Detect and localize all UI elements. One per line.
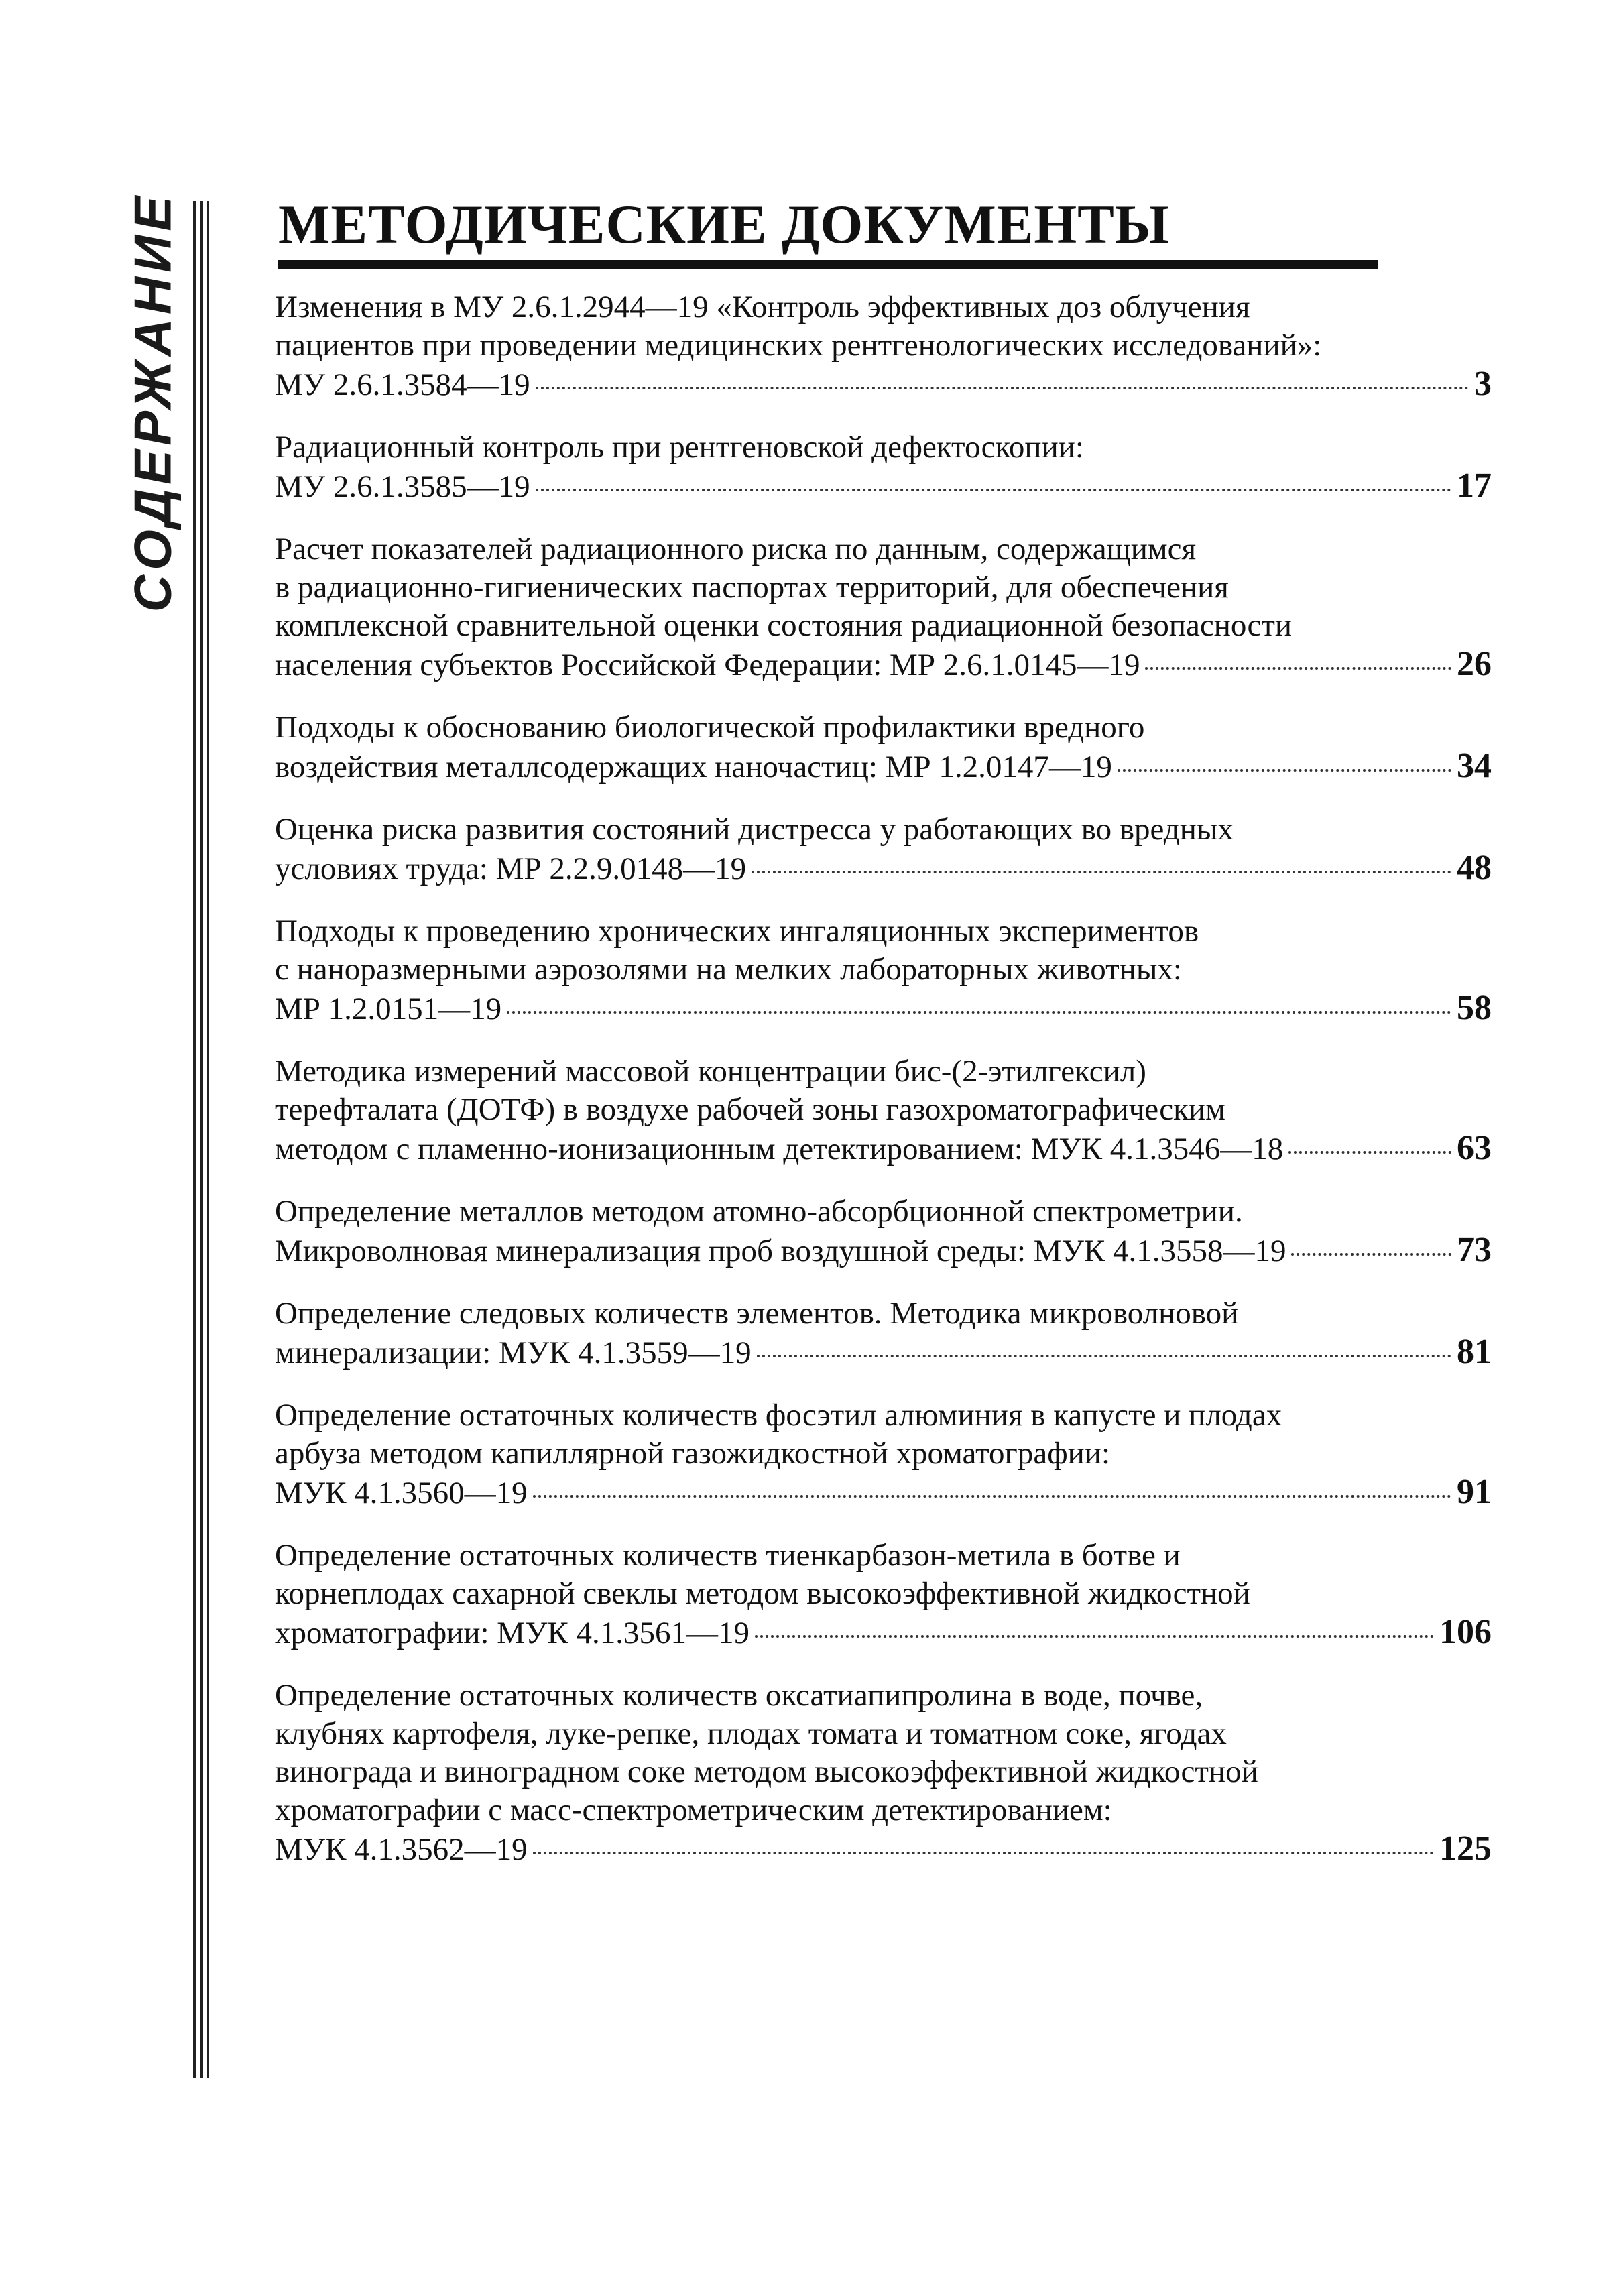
toc-entry-page-number: 106 (1439, 1613, 1492, 1651)
dot-leader (507, 1011, 1451, 1014)
dot-leader (533, 1852, 1434, 1854)
toc-entry[interactable] (275, 1294, 1492, 1372)
side-section-label-text: СОДЕРЖАНИЕ (123, 192, 182, 613)
toc-entry-last-line (275, 1613, 1492, 1652)
dot-leader (752, 871, 1451, 873)
toc-entry-document-code: МР 1.2.0151—19 (275, 991, 502, 1026)
toc-entry-last-line (275, 989, 1492, 1028)
toc-entry-page-number: 73 (1457, 1231, 1492, 1269)
toc-entry-document-code: хроматографии: МУК 4.1.3561—19 (275, 1616, 749, 1650)
toc-entry-title-line: Определение металлов методом атомно-абсорбционной спектрометрии. (275, 1194, 1243, 1229)
vertical-rule (193, 201, 196, 2078)
toc-entry-document-code: МУ 2.6.1.3584—19 (275, 367, 530, 402)
toc-entry[interactable] (275, 288, 1492, 404)
toc-entry[interactable] (275, 1052, 1492, 1168)
toc-entry-page-number: 17 (1457, 467, 1492, 505)
toc-entry[interactable] (275, 1536, 1492, 1652)
dot-leader (533, 1495, 1451, 1498)
toc-entry-title-line: Определение остаточных количеств тиенкарбазон-метила в ботве и (275, 1538, 1181, 1573)
dot-leader (757, 1355, 1451, 1357)
toc-entry-title-line: Радиационный контроль при рентгеновской дефектоскопии: (275, 430, 1084, 465)
toc-entry-title-line: комплексной сравнительной оценки состояния радиационной безопасности (275, 608, 1293, 643)
toc-entry-page-number: 81 (1457, 1333, 1492, 1371)
table-of-contents (275, 288, 1492, 1893)
toc-entry-document-code: населения субъектов Российской Федерации: МР 2.6.1.0145—19 (275, 648, 1140, 682)
vertical-rule (200, 201, 203, 2078)
toc-entry[interactable] (275, 912, 1492, 1028)
toc-entry-last-line (275, 467, 1492, 506)
page-heading (278, 194, 1378, 269)
toc-entry[interactable] (275, 1677, 1492, 1869)
toc-entry-title-line: Определение остаточных количеств оксатиапипролина в воде, почве, (275, 1678, 1203, 1713)
page-title: МЕТОДИЧЕСКИЕ ДОКУМЕНТЫ (278, 194, 1170, 255)
dot-leader (1145, 667, 1451, 670)
toc-entry-last-line (275, 1231, 1492, 1270)
toc-entry-title-line: Изменения в МУ 2.6.1.2944—19 «Контроль эффективных доз облучения (275, 290, 1250, 324)
dot-leader (755, 1635, 1434, 1638)
toc-entry-title-line: Подходы к проведению хронических ингаляционных экспериментов (275, 914, 1199, 949)
dot-leader (536, 387, 1469, 389)
toc-entry-title-line: Методика измерений массовой концентрации бис-(2-этилгексил) (275, 1054, 1146, 1089)
toc-entry-last-line (275, 645, 1492, 684)
toc-entry-last-line (275, 365, 1492, 404)
toc-entry-page-number: 3 (1474, 365, 1492, 403)
toc-entry-document-code: МУК 4.1.3560—19 (275, 1475, 528, 1510)
toc-entry-title-line: арбуза методом капиллярной газожидкостной хроматографии: (275, 1436, 1111, 1471)
vertical-rule (207, 201, 209, 2078)
toc-entry-title-line: в радиационно-гигиенических паспортах территорий, для обеспечения (275, 570, 1229, 605)
toc-entry-title-line: хроматографии с масс-спектрометрическим детектированием: (275, 1793, 1112, 1827)
toc-entry-page-number: 34 (1457, 747, 1492, 785)
toc-entry-title-line: Расчет показателей радиационного риска по данным, содержащимся (275, 532, 1197, 566)
dot-leader (536, 489, 1451, 491)
toc-entry-last-line (275, 1333, 1492, 1372)
heading-underline (278, 260, 1378, 269)
toc-entry-title-line: Подходы к обоснованию биологической профилактики вредного (275, 710, 1145, 745)
toc-entry-title-line: Оценка риска развития состояний дистресса у работающих во вредных (275, 812, 1234, 847)
toc-entry-document-code: Микроволновая минерализация проб воздушной среды: МУК 4.1.3558—19 (275, 1233, 1286, 1268)
toc-entry-document-code: минерализации: МУК 4.1.3559—19 (275, 1335, 752, 1370)
toc-entry-title-line: терефталата (ДОТФ) в воздухе рабочей зоны газохроматографическим (275, 1092, 1225, 1127)
toc-entry-document-code: воздействия металлсодержащих наночастиц: МР 1.2.0147—19 (275, 749, 1112, 784)
dot-leader (1291, 1253, 1451, 1256)
toc-entry-title-line: Определение остаточных количеств фосэтил алюминия в капусте и плодах (275, 1398, 1282, 1433)
toc-entry-page-number: 125 (1439, 1829, 1492, 1868)
dot-leader (1288, 1151, 1451, 1154)
toc-entry[interactable] (275, 530, 1492, 684)
toc-entry-last-line (275, 1129, 1492, 1168)
toc-entry-title-line: корнеплодах сахарной свеклы методом высокоэффективной жидкостной (275, 1576, 1250, 1611)
toc-entry[interactable] (275, 1193, 1492, 1270)
toc-entry-last-line (275, 1473, 1492, 1512)
toc-entry-last-line (275, 1829, 1492, 1869)
toc-entry[interactable] (275, 810, 1492, 888)
toc-entry-title-line: Определение следовых количеств элементов. Методика микроволновой (275, 1296, 1239, 1331)
toc-entry[interactable] (275, 1396, 1492, 1512)
toc-entry-document-code: методом с пламенно-ионизационным детектированием: МУК 4.1.3546—18 (275, 1132, 1284, 1166)
toc-entry-title-line: клубнях картофеля, луке-репке, плодах томата и томатном соке, ягодах (275, 1716, 1227, 1751)
toc-entry-last-line (275, 747, 1492, 786)
toc-entry-page-number: 48 (1457, 849, 1492, 887)
toc-entry-last-line (275, 849, 1492, 888)
toc-entry-page-number: 91 (1457, 1473, 1492, 1511)
toc-entry[interactable] (275, 709, 1492, 786)
side-section-label (123, 192, 182, 613)
toc-entry-document-code: МУ 2.6.1.3585—19 (275, 469, 530, 504)
toc-entry-title-line: пациентов при проведении медицинских рентгенологических исследований»: (275, 328, 1322, 363)
toc-entry-document-code: МУК 4.1.3562—19 (275, 1832, 528, 1867)
toc-entry-page-number: 58 (1457, 989, 1492, 1027)
dot-leader (1118, 769, 1451, 772)
toc-entry-document-code: условиях труда: МР 2.2.9.0148—19 (275, 851, 747, 886)
toc-entry-title-line: с наноразмерными аэрозолями на мелких лабораторных животных: (275, 952, 1182, 987)
toc-entry-title-line: винограда и виноградном соке методом высокоэффективной жидкостной (275, 1754, 1258, 1789)
toc-entry[interactable] (275, 428, 1492, 506)
toc-entry-page-number: 26 (1457, 645, 1492, 683)
toc-entry-page-number: 63 (1457, 1129, 1492, 1167)
